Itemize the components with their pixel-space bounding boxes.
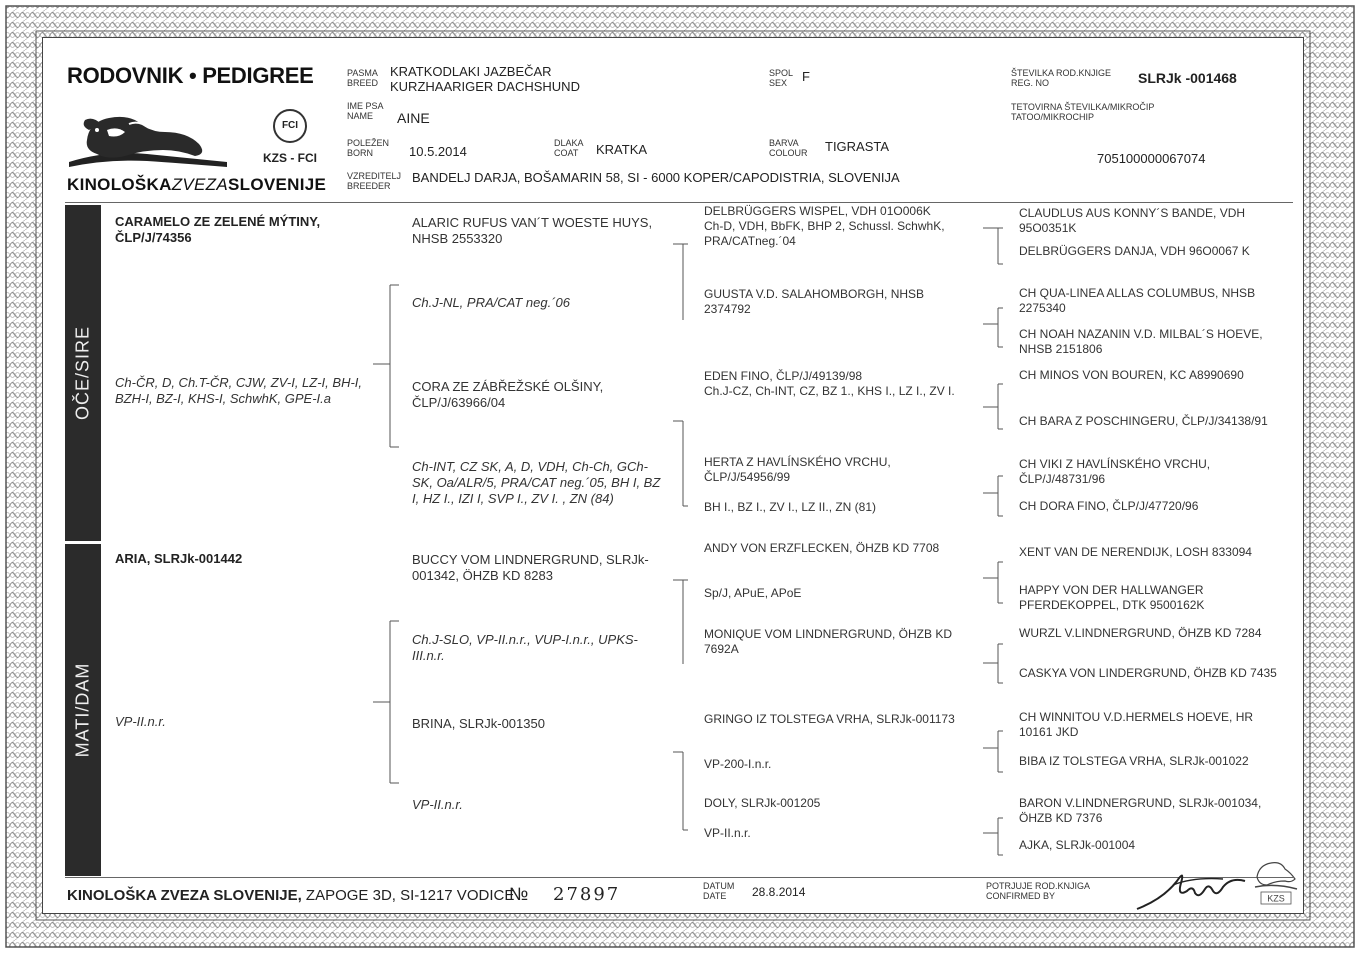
colour-label: BARVA COLOUR xyxy=(769,138,808,158)
gen2-sire-dam-titles: Ch-INT, CZ SK, A, D, VDH, Ch-Ch, GCh-SK, Oa/ALR/5, PRA/CAT neg.´05, BH I, BZ I, HZ I., IZI I, SVP I., ZV I. , ZN (84) xyxy=(412,459,661,506)
date-value: 28.8.2014 xyxy=(752,885,806,899)
gen3-2-name: GUUSTA V.D. SALAHOMBORGH, NHSB 2374792 xyxy=(704,287,925,316)
breeder-value: BANDELJ DARJA, BOŠAMARIN 58, SI - 6000 KOPER/CAPODISTRIA, SLOVENIJA xyxy=(412,170,900,185)
gen4-2: DELBRÜGGERS DANJA, VDH 96O0067 K xyxy=(1019,244,1250,258)
gen3-3-titles: Ch.J-CZ, Ch-INT, CZ, BZ 1., KHS I., LZ I., ZV I. xyxy=(704,384,955,398)
breed-label: PASMA BREED xyxy=(347,68,379,88)
coat-label: DLAKA COAT xyxy=(554,138,584,158)
gen4-5: CH MINOS VON BOUREN, KC A8990690 xyxy=(1019,368,1244,382)
coat-value: KRATKA xyxy=(596,142,648,157)
pedigree-sheet xyxy=(42,37,1304,914)
gen2-sire-sire-titles: Ch.J-NL, PRA/CAT neg.´06 xyxy=(412,295,570,310)
gen3-5-titles: Sp/J, APuE, APoE xyxy=(704,586,802,600)
dog-name-value: AINE xyxy=(397,110,430,126)
gen3-6-name: MONIQUE VOM LINDNERGRUND, ÖHZB KD 7692A xyxy=(704,627,953,656)
colour-value: TIGRASTA xyxy=(825,139,890,154)
sex-label: SPOL SEX xyxy=(769,68,794,88)
gen3-7-titles: VP-200-I.n.r. xyxy=(704,757,772,771)
gen2-sire-dam-name: CORA ZE ZÁBŘEŽSKÉ OLŠINY, ČLP/J/63966/04 xyxy=(412,379,604,410)
page-title: RODOVNIK • PEDIGREE xyxy=(67,63,314,88)
gen4-14: BIBA IZ TOLSTEGA VRHA, SLRJk-001022 xyxy=(1019,754,1249,768)
gen3-5-name: ANDY VON ERZFLECKEN, ÖHZB KD 7708 xyxy=(704,541,940,555)
gen4-13: CH WINNITOU V.D.HERMELS HOEVE, HR 10161 JKD xyxy=(1019,710,1254,739)
fci-badge-icon: FCI xyxy=(273,109,307,143)
footer-organization: KINOLOŠKA ZVEZA SLOVENIJE, ZAPOGE 3D, SI-1217 VODICE xyxy=(67,887,515,904)
gen2-dam-dam-titles: VP-II.n.r. xyxy=(412,797,463,812)
gen2-dam-sire-name: BUCCY VOM LINDNERGRUND, SLRJk-001342, ÖHZB KD 8283 xyxy=(412,552,649,583)
sire-titles: Ch-ČR, D, Ch.T-ČR, CJW, ZV-I, LZ-I, BH-I, BZH-I, BZ-I, KHS-I, SchwhK, GPE-I.a xyxy=(115,375,363,406)
gen4-6: CH BARA Z POSCHINGERU, ČLP/J/34138/91 xyxy=(1019,414,1268,428)
dam-name: ARIA, SLRJk-001442 xyxy=(115,551,243,566)
gen4-15: BARON V.LINDNERGRUND, SLRJk-001034, ÖHZB KD 7376 xyxy=(1019,796,1262,825)
microchip-value: 705100000067074 xyxy=(1097,151,1206,166)
reg-no-value: SLRJk -001468 xyxy=(1138,70,1237,86)
gen2-dam-dam-name: BRINA, SLRJk-001350 xyxy=(412,716,545,731)
gen4-4: CH NOAH NAZANIN V.D. MILBAL´S HOEVE, NHSB 2151806 xyxy=(1019,327,1263,356)
gen4-10: HAPPY VON DER HALLWANGER PFERDEKOPPEL, DTK 9500162K xyxy=(1019,583,1205,612)
gen3-1-name: DELBRÜGGERS WISPEL, VDH 01O006K xyxy=(704,204,931,218)
tatoo-label: TETOVIRNA ŠTEVILKA/MIKROČIP TATOO/MIKROCHIP xyxy=(1011,102,1155,122)
breed-value: KRATKODLAKI JAZBEČAR KURZHAARIGER DACHSHUND xyxy=(390,64,580,94)
pedigree-bracket-lines xyxy=(43,38,1305,915)
gen4-8: CH DORA FINO, ČLP/J/47720/96 xyxy=(1019,499,1199,513)
gen4-16: AJKA, SLRJk-001004 xyxy=(1019,838,1136,852)
gen4-12: CASKYA VON LINDERGRUND, ÖHZB KD 7435 xyxy=(1019,666,1277,680)
organization-name: KINOLOŠKAZVEZASLOVENIJE xyxy=(67,175,327,194)
born-value: 10.5.2014 xyxy=(409,144,467,159)
gen4-1: CLAUDLUS AUS KONNY´S BANDE, VDH 95O0351K xyxy=(1019,206,1246,235)
name-label: IME PSA NAME xyxy=(347,101,384,121)
gen3-4-titles: BH I., BZ I., ZV I., LZ II., ZN (81) xyxy=(704,500,877,514)
sire-section-label: OČE/SIRE xyxy=(72,325,93,421)
gen4-11: WURZL V.LINDNERGRUND, ÖHZB KD 7284 xyxy=(1019,626,1262,640)
confirmed-by-label: POTRJUJE ROD.KNJIGA CONFIRMED BY xyxy=(986,881,1091,901)
gen3-3-name: EDEN FINO, ČLP/J/49139/98 xyxy=(704,369,863,383)
breeder-label: VZREDITELJ BREEDER xyxy=(347,171,402,191)
gen3-7-name: GRINGO IZ TOLSTEGA VRHA, SLRJk-001173 xyxy=(704,712,955,726)
gen3-8-titles: VP-II.n.r. xyxy=(704,826,751,840)
dam-section-label: MATI/DAM xyxy=(72,662,93,758)
gen4-7: CH VIKI Z HAVLÍNSKÉHO VRCHU, ČLP/J/48731/96 xyxy=(1019,457,1211,486)
table-bottom-rule xyxy=(65,877,1293,878)
number-sign: № xyxy=(509,884,529,904)
sex-value: F xyxy=(802,69,810,84)
gen4-9: XENT VAN DE NERENDIJK, LOSH 833094 xyxy=(1019,545,1252,559)
kzs-stamp-text: KZS xyxy=(1267,893,1285,904)
kzs-fci-label: KZS - FCI xyxy=(263,151,317,165)
sire-name: CARAMELO ZE ZELENÉ MÝTINY, ČLP/J/74356 xyxy=(115,214,321,245)
gen2-dam-sire-titles: Ch.J-SLO, VP-II.n.r., VUP-I.n.r., UPKS-III.n.r. xyxy=(412,632,638,663)
gen3-1-titles: Ch-D, VDH, BbFK, BHP 2, Schussl. SchwhK, PRA/CATneg.´04 xyxy=(704,219,945,248)
gen2-sire-sire-name: ALARIC RUFUS VAN´T WOESTE HUYS, NHSB 2553320 xyxy=(412,215,653,246)
dam-titles: VP-II.n.r. xyxy=(115,714,166,729)
kzs-stamp-icon xyxy=(1251,855,1301,907)
signature-icon xyxy=(1133,863,1263,913)
reg-no-label: ŠTEVILKA ROD.KNJIGE REG. NO xyxy=(1011,68,1112,88)
gen3-8-name: DOLY, SLRJk-001205 xyxy=(704,796,821,810)
born-label: POLEŽEN BORN xyxy=(347,138,390,158)
date-label: DATUM DATE xyxy=(703,881,735,901)
gen4-3: CH QUA-LINEA ALLAS COLUMBUS, NHSB 2275340 xyxy=(1019,286,1256,315)
gen3-4-name: HERTA Z HAVLÍNSKÉHO VRCHU, ČLP/J/54956/99 xyxy=(704,455,891,484)
certificate-serial: 27897 xyxy=(553,884,621,905)
